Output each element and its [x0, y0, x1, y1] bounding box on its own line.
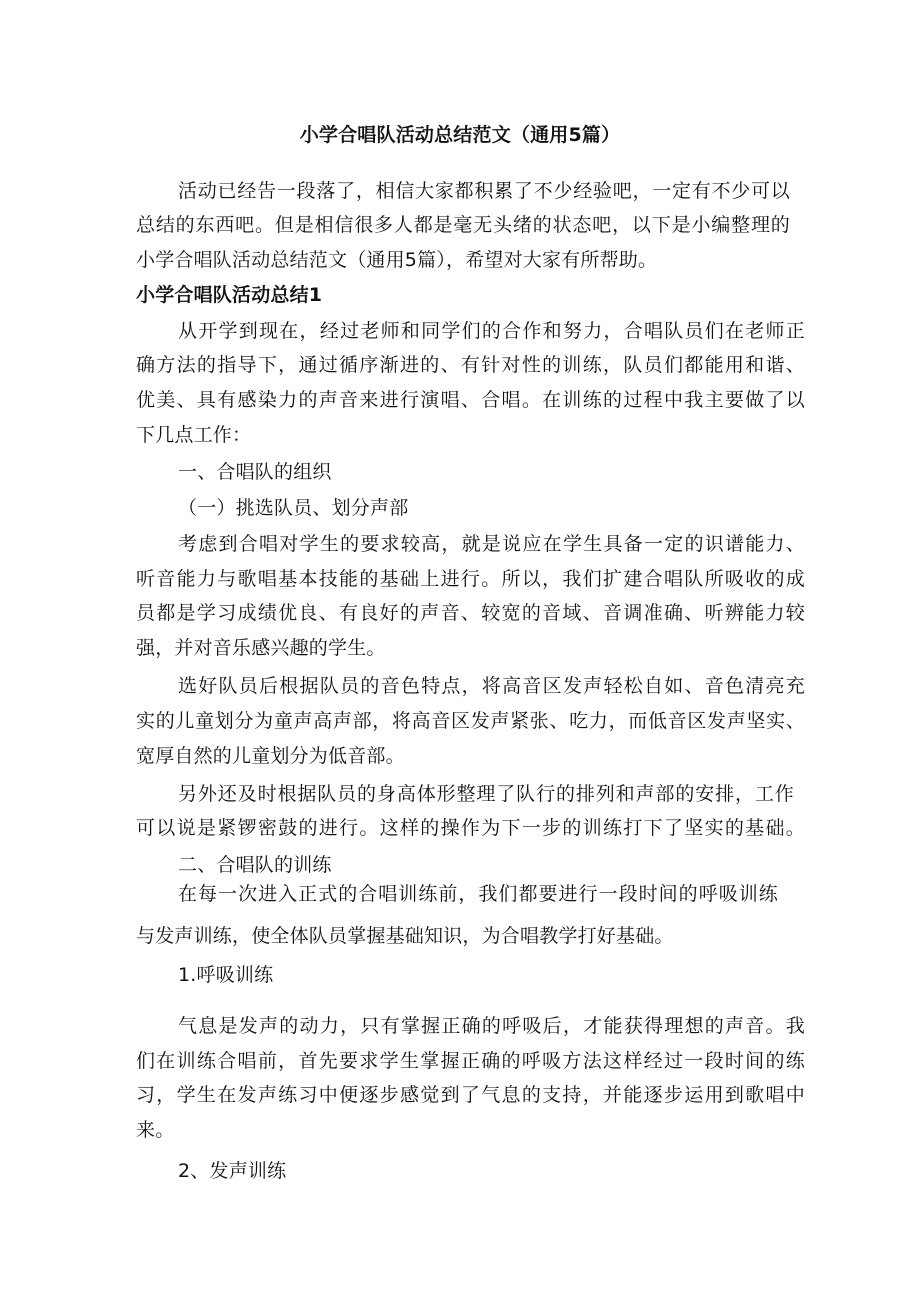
document-title: 小学合唱队活动总结范文（通用5篇）: [299, 124, 621, 146]
para5-line-1: 在每一次进入正式的合唱训练前，我们都要进行一段时间的呼吸训练: [178, 883, 778, 905]
para4-line-1: 另外还及时根据队员的身高体形整理了队行的排列和声部的安排，工作: [178, 783, 794, 805]
intro-line-3: 小学合唱队活动总结范文（通用5篇），希望对大家有所帮助。: [136, 249, 658, 271]
para2-line-2: 听音能力与歌唱基本技能的基础上进行。所以，我们扩建合唱队所吸收的成: [136, 568, 805, 590]
para3-line-1: 选好队员后根据队员的音色特点，将高音区发声轻松自如、音色清亮充: [178, 675, 805, 697]
para3-line-3: 宽厚自然的儿童划分为低音部。: [136, 745, 405, 767]
para1-line-3: 优美、具有感染力的声音来进行演唱、合唱。在训练的过程中我主要做了以: [136, 389, 805, 411]
intro-line-2: 总结的东西吧。但是相信很多人都是毫无头绪的状态吧，以下是小编整理的: [136, 214, 790, 236]
para6-line-3: 习，学生在发声练习中便逐步感觉到了气息的支持，并能逐步运用到歌唱中: [136, 1084, 805, 1106]
para2-line-4: 强，并对音乐感兴趣的学生。: [136, 637, 386, 659]
para6-line-4: 来。: [136, 1119, 175, 1141]
intro-line-1: 活动已经告一段落了，相信大家都积累了不少经验吧，一定有不少可以: [178, 180, 790, 202]
para1-line-1: 从开学到现在，经过老师和同学们的合作和努力，合唱队员们在老师正: [178, 320, 805, 342]
para2-line-3: 员都是学习成绩优良、有良好的声音、较宽的音域、音调准确、听辨能力较: [136, 602, 805, 624]
subheading-vocalization: 2、发声训练: [178, 1160, 287, 1182]
subheading-select-members: （一）挑选队员、划分声部: [178, 497, 409, 519]
para1-line-4: 下几点工作：: [136, 424, 252, 446]
para3-line-2: 实的儿童划分为童声高声部，将高音区发声紧张、吃力，而低音区发声坚实、: [136, 710, 805, 732]
para4-line-2: 可以说是紧锣密鼓的进行。这样的操作为下一步的训练打下了坚实的基础。: [136, 817, 805, 839]
para5-line-2: 与发声训练，使全体队员掌握基础知识，为合唱教学打好基础。: [136, 925, 674, 947]
para1-line-2: 确方法的指导下，通过循序渐进的、有针对性的训练，队员们都能用和谐、: [136, 354, 805, 376]
para6-line-2: 们在训练合唱前，首先要求学生掌握正确的呼吸方法这样经过一段时间的练: [136, 1050, 805, 1072]
section-heading: 小学合唱队活动总结1: [136, 284, 323, 306]
para2-line-1: 考虑到合唱对学生的要求较高，就是说应在学生具备一定的识谱能力、: [178, 533, 805, 555]
heading-training: 二、合唱队的训练: [178, 854, 332, 876]
subheading-breathing: 1.呼吸训练: [178, 964, 274, 986]
heading-organization: 一、合唱队的组织: [178, 461, 332, 483]
para6-line-1: 气息是发声的动力，只有掌握正确的呼吸后，才能获得理想的声音。我: [178, 1015, 805, 1037]
